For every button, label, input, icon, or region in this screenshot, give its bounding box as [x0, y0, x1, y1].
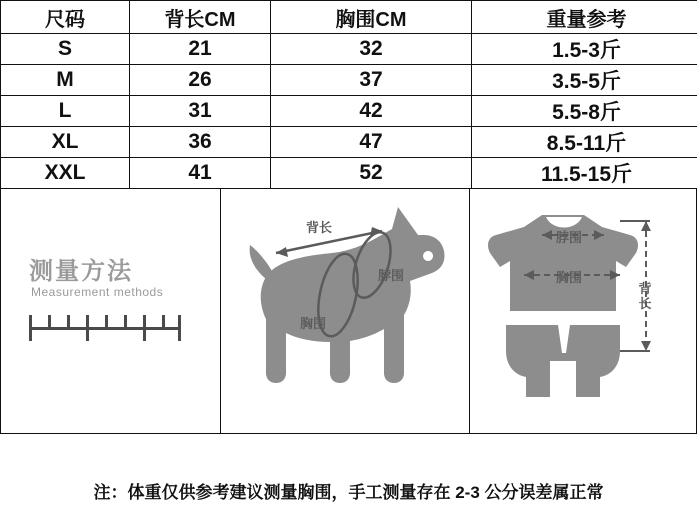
cell-back: 36 — [130, 127, 271, 158]
table-row — [1, 65, 697, 96]
table-header-row — [1, 1, 697, 34]
garment-back-length-label: 背长 — [638, 281, 652, 311]
size-table — [0, 0, 697, 189]
column-header-chest: 胸围CM — [271, 1, 472, 34]
dog-back-length-label: 背长 — [306, 220, 333, 235]
table-row — [1, 96, 697, 127]
cell-chest: 32 — [271, 34, 472, 65]
cell-weight: 1.5-3斤 — [472, 34, 697, 65]
ruler-icon — [29, 315, 181, 341]
cell-chest: 42 — [271, 96, 472, 127]
cell-back: 41 — [130, 158, 271, 189]
column-header-weight: 重量参考 — [472, 1, 697, 34]
dog-chest-girth-label: 胸围 — [300, 316, 327, 331]
garment-outline-icon — [480, 201, 685, 406]
cell-weight: 3.5-5斤 — [472, 65, 697, 96]
cell-chest: 47 — [271, 127, 472, 158]
table-header — [1, 1, 697, 34]
garment-diagram-panel — [470, 189, 697, 434]
cell-chest: 37 — [271, 65, 472, 96]
measurement-title: 测量方法 — [29, 258, 133, 285]
cell-chest: 52 — [271, 158, 472, 189]
cell-back: 31 — [130, 96, 271, 127]
cell-weight: 5.5-8斤 — [472, 96, 697, 127]
table-row — [1, 34, 697, 65]
cell-back: 21 — [130, 34, 271, 65]
dog-silhouette-icon — [232, 203, 457, 403]
cell-weight: 11.5-15斤 — [472, 158, 697, 189]
cell-size: XL — [1, 127, 130, 158]
cell-size: L — [1, 96, 130, 127]
column-header-back: 背长CM — [130, 1, 271, 34]
table-body — [1, 34, 697, 189]
garment-neck-girth-label: 脖围 — [556, 230, 583, 245]
cell-back: 26 — [130, 65, 271, 96]
footer-note: 注：体重仅供参考建议测量胸围，手工测量存在 2-3 公分误差属正常 — [93, 483, 604, 502]
cell-size: M — [1, 65, 130, 96]
garment-chest-girth-label: 胸围 — [556, 270, 583, 285]
table-row — [1, 127, 697, 158]
cell-size: XXL — [1, 158, 130, 189]
cell-weight: 8.5-11斤 — [472, 127, 697, 158]
measurement-subtitle: Measurement methods — [31, 285, 164, 299]
cell-size: S — [1, 34, 130, 65]
illustration-band — [0, 189, 697, 434]
column-header-size: 尺码 — [1, 1, 130, 34]
table-row — [1, 158, 697, 189]
dog-diagram-panel — [220, 189, 469, 434]
dog-neck-girth-label: 脖围 — [378, 268, 405, 283]
